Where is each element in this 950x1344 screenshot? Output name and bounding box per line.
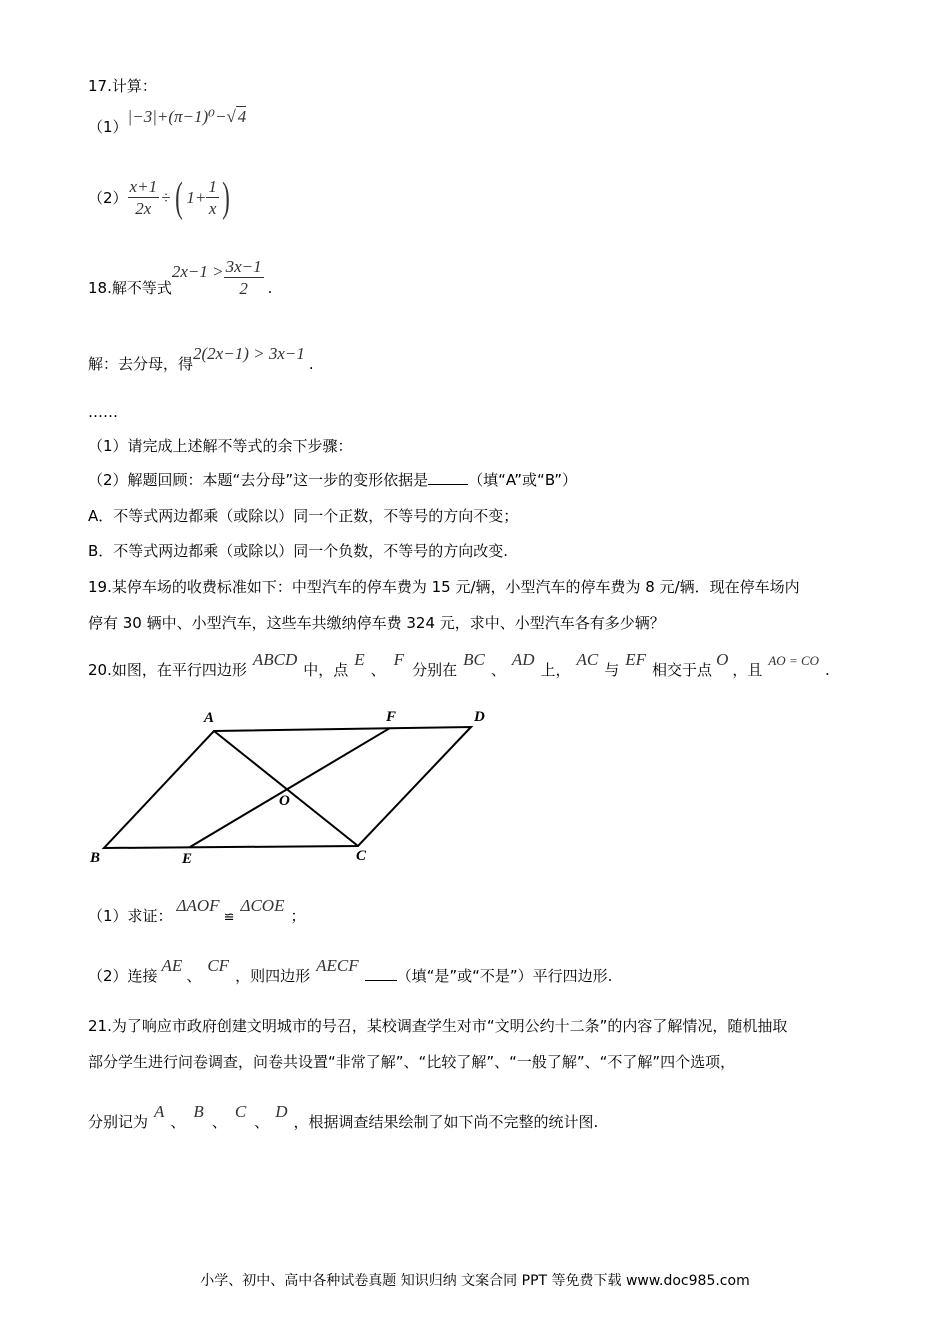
parallelogram-abcd <box>104 727 471 848</box>
q18-question: 18.解不等式 2x−1 > $\frac{3x-1}{2}$ . <box>88 254 272 302</box>
answer-blank[interactable] <box>365 966 397 981</box>
q18-part1: （1）请完成上述解不等式的余下步骤： <box>88 437 353 455</box>
q18-ellipsis: …… <box>88 403 118 421</box>
q18-option-b: B．不等式两边都乘（或除以）同一个负数，不等号的方向改变. <box>88 542 509 560</box>
q18-part2: （2）解题回顾：本题“去分母”这一步的变形依据是 （填“A”或“B”） <box>88 471 578 489</box>
page-footer: 小学、初中、高中各种试卷真题 知识归纳 文案合同 PPT 等免费下载 www.doc985.com <box>200 1273 750 1289</box>
q17-part1-expr: |−3|+(π−1)⁰− <box>127 107 227 126</box>
q18-solution: 解：去分母，得2(2x−1) > 3x−1. <box>88 344 314 373</box>
label-d: D <box>474 709 485 725</box>
q17-part2-fraction: $\frac{x+1}{2x}$ <box>129 176 158 218</box>
q20-part2: （2）连接AE、CF，则四边形AECF（填“是”或“不是”）平行四边形. <box>88 956 613 985</box>
q20-question: 20.如图，在平行四边形ABCD中，点E、F分别在BC、AD上，AC与EF相交于点O，且AO = CO. <box>88 650 830 679</box>
q21-line3: 分别记为A、B、C、D，根据调查结果绘制了如下尚不完整的统计图. <box>88 1102 599 1131</box>
label-c: C <box>356 848 367 864</box>
q20-part1: （1）求证：ΔAOF≌ΔCOE； <box>88 896 306 925</box>
answer-blank[interactable] <box>428 470 468 485</box>
left-paren-icon: ( <box>175 175 184 221</box>
segment-ef <box>190 728 390 847</box>
label-e: E <box>182 851 193 867</box>
label-o: O <box>279 793 290 809</box>
q17-part1: （1）|−3|+(π−1)⁰−√ 4 <box>88 107 247 136</box>
q17-part1-sqrt: 4 <box>237 107 247 126</box>
label-a: A <box>204 710 215 726</box>
q18-rhs-fraction: $\frac{3x-1}{2}$ <box>225 257 262 298</box>
q18-option-a: A．不等式两边都乘（或除以）同一个正数，不等号的方向不变； <box>88 507 519 525</box>
diagonal-ac <box>214 731 358 846</box>
q19-line2: 停有 30 辆中、小型汽车，这些车共缴纳停车费 324 元，求中、小型汽车各有多少辆？ <box>88 614 665 632</box>
label-b: B <box>90 850 101 866</box>
label-f: F <box>386 709 397 725</box>
q17-title: 17.计算： <box>88 77 157 95</box>
q18-solution-expr: 2(2x−1) > 3x−1 <box>193 344 305 363</box>
right-paren-icon: ) <box>222 175 230 221</box>
q19-line1: 19.某停车场的收费标准如下：中型汽车的停车费为 15 元/辆，小型汽车的停车费为 8 元/辆．现在停车场内 <box>88 578 800 596</box>
q21-line2: 部分学生进行问卷调查，问卷共设置“非常了解”、“比较了解”、“一般了解”、“不了解”四个选项， <box>88 1053 736 1071</box>
parallelogram-figure <box>80 700 510 870</box>
q21-line1: 21.为了响应市政府创建文明城市的号召，某校调查学生对市“文明公约十二条”的内容了解情况，随机抽取 <box>88 1017 788 1035</box>
q17-part2-inner-fraction: $\frac{1}{x}$ <box>208 176 217 218</box>
sqrt-symbol-icon: √ <box>226 107 236 126</box>
q17-part2: （2） $\frac{x+1}{2x}$ ÷ ( 1+ $\frac{1}{x}$ ) <box>88 175 230 221</box>
